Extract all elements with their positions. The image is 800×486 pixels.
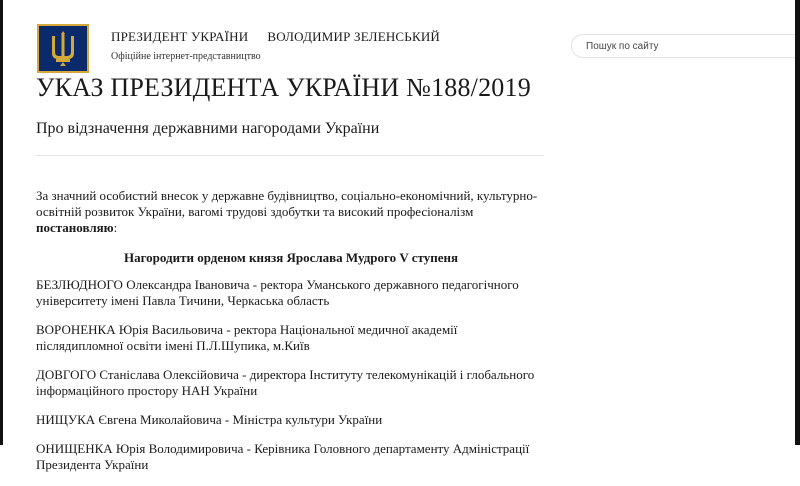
nav-president-link[interactable]: ПРЕЗИДЕНТ УКРАЇНИ — [111, 29, 249, 44]
list-item: ВОРОНЕНКА Юрія Васильовича - ректора Національної медичної академії післядипломної освіти імені П.Л.Шупика, м.Київ — [36, 322, 458, 353]
nav-zelensky-link[interactable]: ВОЛОДИМИР ЗЕЛЕНСЬКИЙ — [267, 29, 441, 44]
window-edge-right — [795, 0, 800, 445]
window-edge-left — [0, 0, 3, 445]
list-item: БЕЗЛЮДНОГО Олександра Івановича - ректора Уманського державного педагогічного університету імені Павла Тичини, Черкаська область — [36, 277, 519, 308]
award-heading: Нагородити орденом князя Ярослава Мудрого V ступеня — [123, 250, 459, 265]
list-item: ОНИЩЕНКА Юрія Володимировича - Керівника Головного департаменту Адміністрації Президента України — [36, 441, 530, 472]
list-item: ДОВГОГО Станіслава Олексійовича - директора Інституту телекомунікацій і глобального інформаційного простору НАН України — [36, 367, 535, 398]
divider — [36, 155, 544, 156]
trident-logo-icon[interactable] — [37, 24, 89, 73]
decree-body — [36, 188, 546, 486]
search-input[interactable] — [571, 34, 795, 58]
decree-intro-bold: постановляю — [36, 220, 114, 235]
page-subtitle: Про відзначення державними нагородами України — [36, 120, 380, 137]
site-nav — [111, 29, 440, 45]
page-title: УКАЗ ПРЕЗИДЕНТА УКРАЇНИ №188/2019 — [36, 73, 531, 102]
site-subtitle: Офіційне інтернет-представництво — [111, 51, 261, 62]
decree-intro: За значний особистий внесок у державне будівництво, соціально-економічний, культурно-освітній розвиток України, вагомі трудові здобутки та високий професіоналізм постановляю: — [36, 188, 538, 235]
list-item: НИЩУКА Євгена Миколайовича - Міністра культури України — [36, 412, 383, 427]
